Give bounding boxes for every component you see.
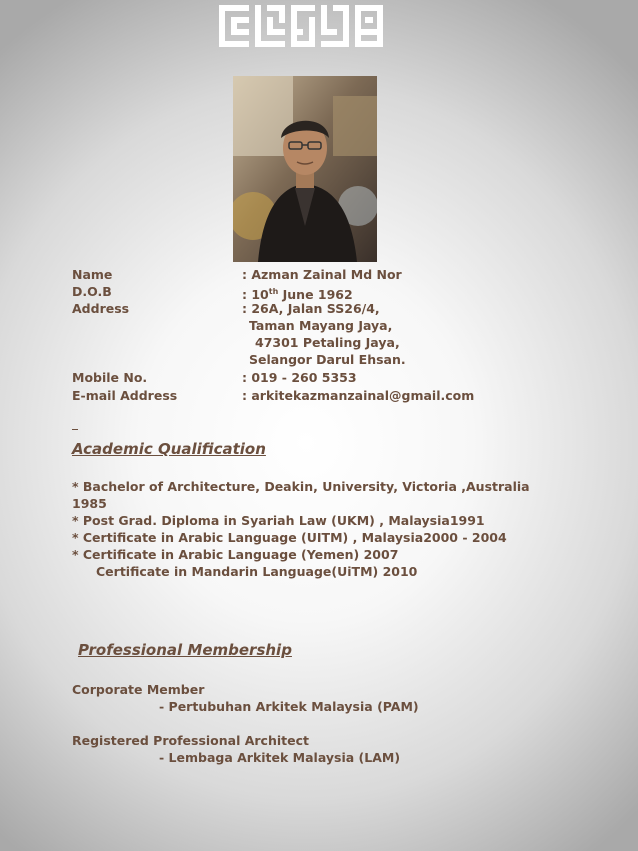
dob-suffix: June 1962 xyxy=(278,287,353,302)
registered-architect-org: - Lembaga Arkitek Malaysia (LAM) xyxy=(159,750,401,765)
email-value: : arkitekazmanzainal@gmail.com xyxy=(242,388,475,403)
divider-dash xyxy=(72,429,78,430)
academic-item: * Post Grad. Diploma in Syariah Law (UKM) , Malaysia1991 xyxy=(72,513,485,528)
corporate-member-org: - Pertubuhan Arkitek Malaysia (PAM) xyxy=(159,699,419,714)
academic-item: * Bachelor of Architecture, Deakin, University, Victoria ,Australia xyxy=(72,479,530,494)
academic-item: Certificate in Mandarin Language(UiTM) 2010 xyxy=(96,564,418,579)
name-label: Name xyxy=(72,267,113,282)
dob-label: D.O.B xyxy=(72,284,112,299)
kufic-logo-icon xyxy=(219,5,383,47)
registered-architect-title: Registered Professional Architect xyxy=(72,733,309,748)
corporate-member-title: Corporate Member xyxy=(72,682,205,697)
academic-item: 1985 xyxy=(72,496,107,511)
portrait-photo xyxy=(233,76,377,262)
mobile-label: Mobile No. xyxy=(72,370,148,385)
name-value: : Azman Zainal Md Nor xyxy=(242,267,402,282)
address-line-2: Taman Mayang Jaya, xyxy=(249,318,393,333)
academic-heading: Academic Qualification xyxy=(72,440,266,458)
email-label: E-mail Address xyxy=(72,388,178,403)
address-line-1: : 26A, Jalan SS26/4, xyxy=(242,301,380,316)
mobile-value: : 019 - 260 5353 xyxy=(242,370,357,385)
membership-heading: Professional Membership xyxy=(78,641,292,659)
dob-prefix: : 10 xyxy=(242,287,269,302)
address-line-4: Selangor Darul Ehsan. xyxy=(249,352,406,367)
address-line-3: 47301 Petaling Jaya, xyxy=(255,335,400,350)
dob-ordinal: th xyxy=(268,287,279,296)
academic-item: * Certificate in Arabic Language (Yemen) 2007 xyxy=(72,547,399,562)
address-label: Address xyxy=(72,301,130,316)
academic-item: * Certificate in Arabic Language (UITM) , Malaysia2000 - 2004 xyxy=(72,530,507,545)
